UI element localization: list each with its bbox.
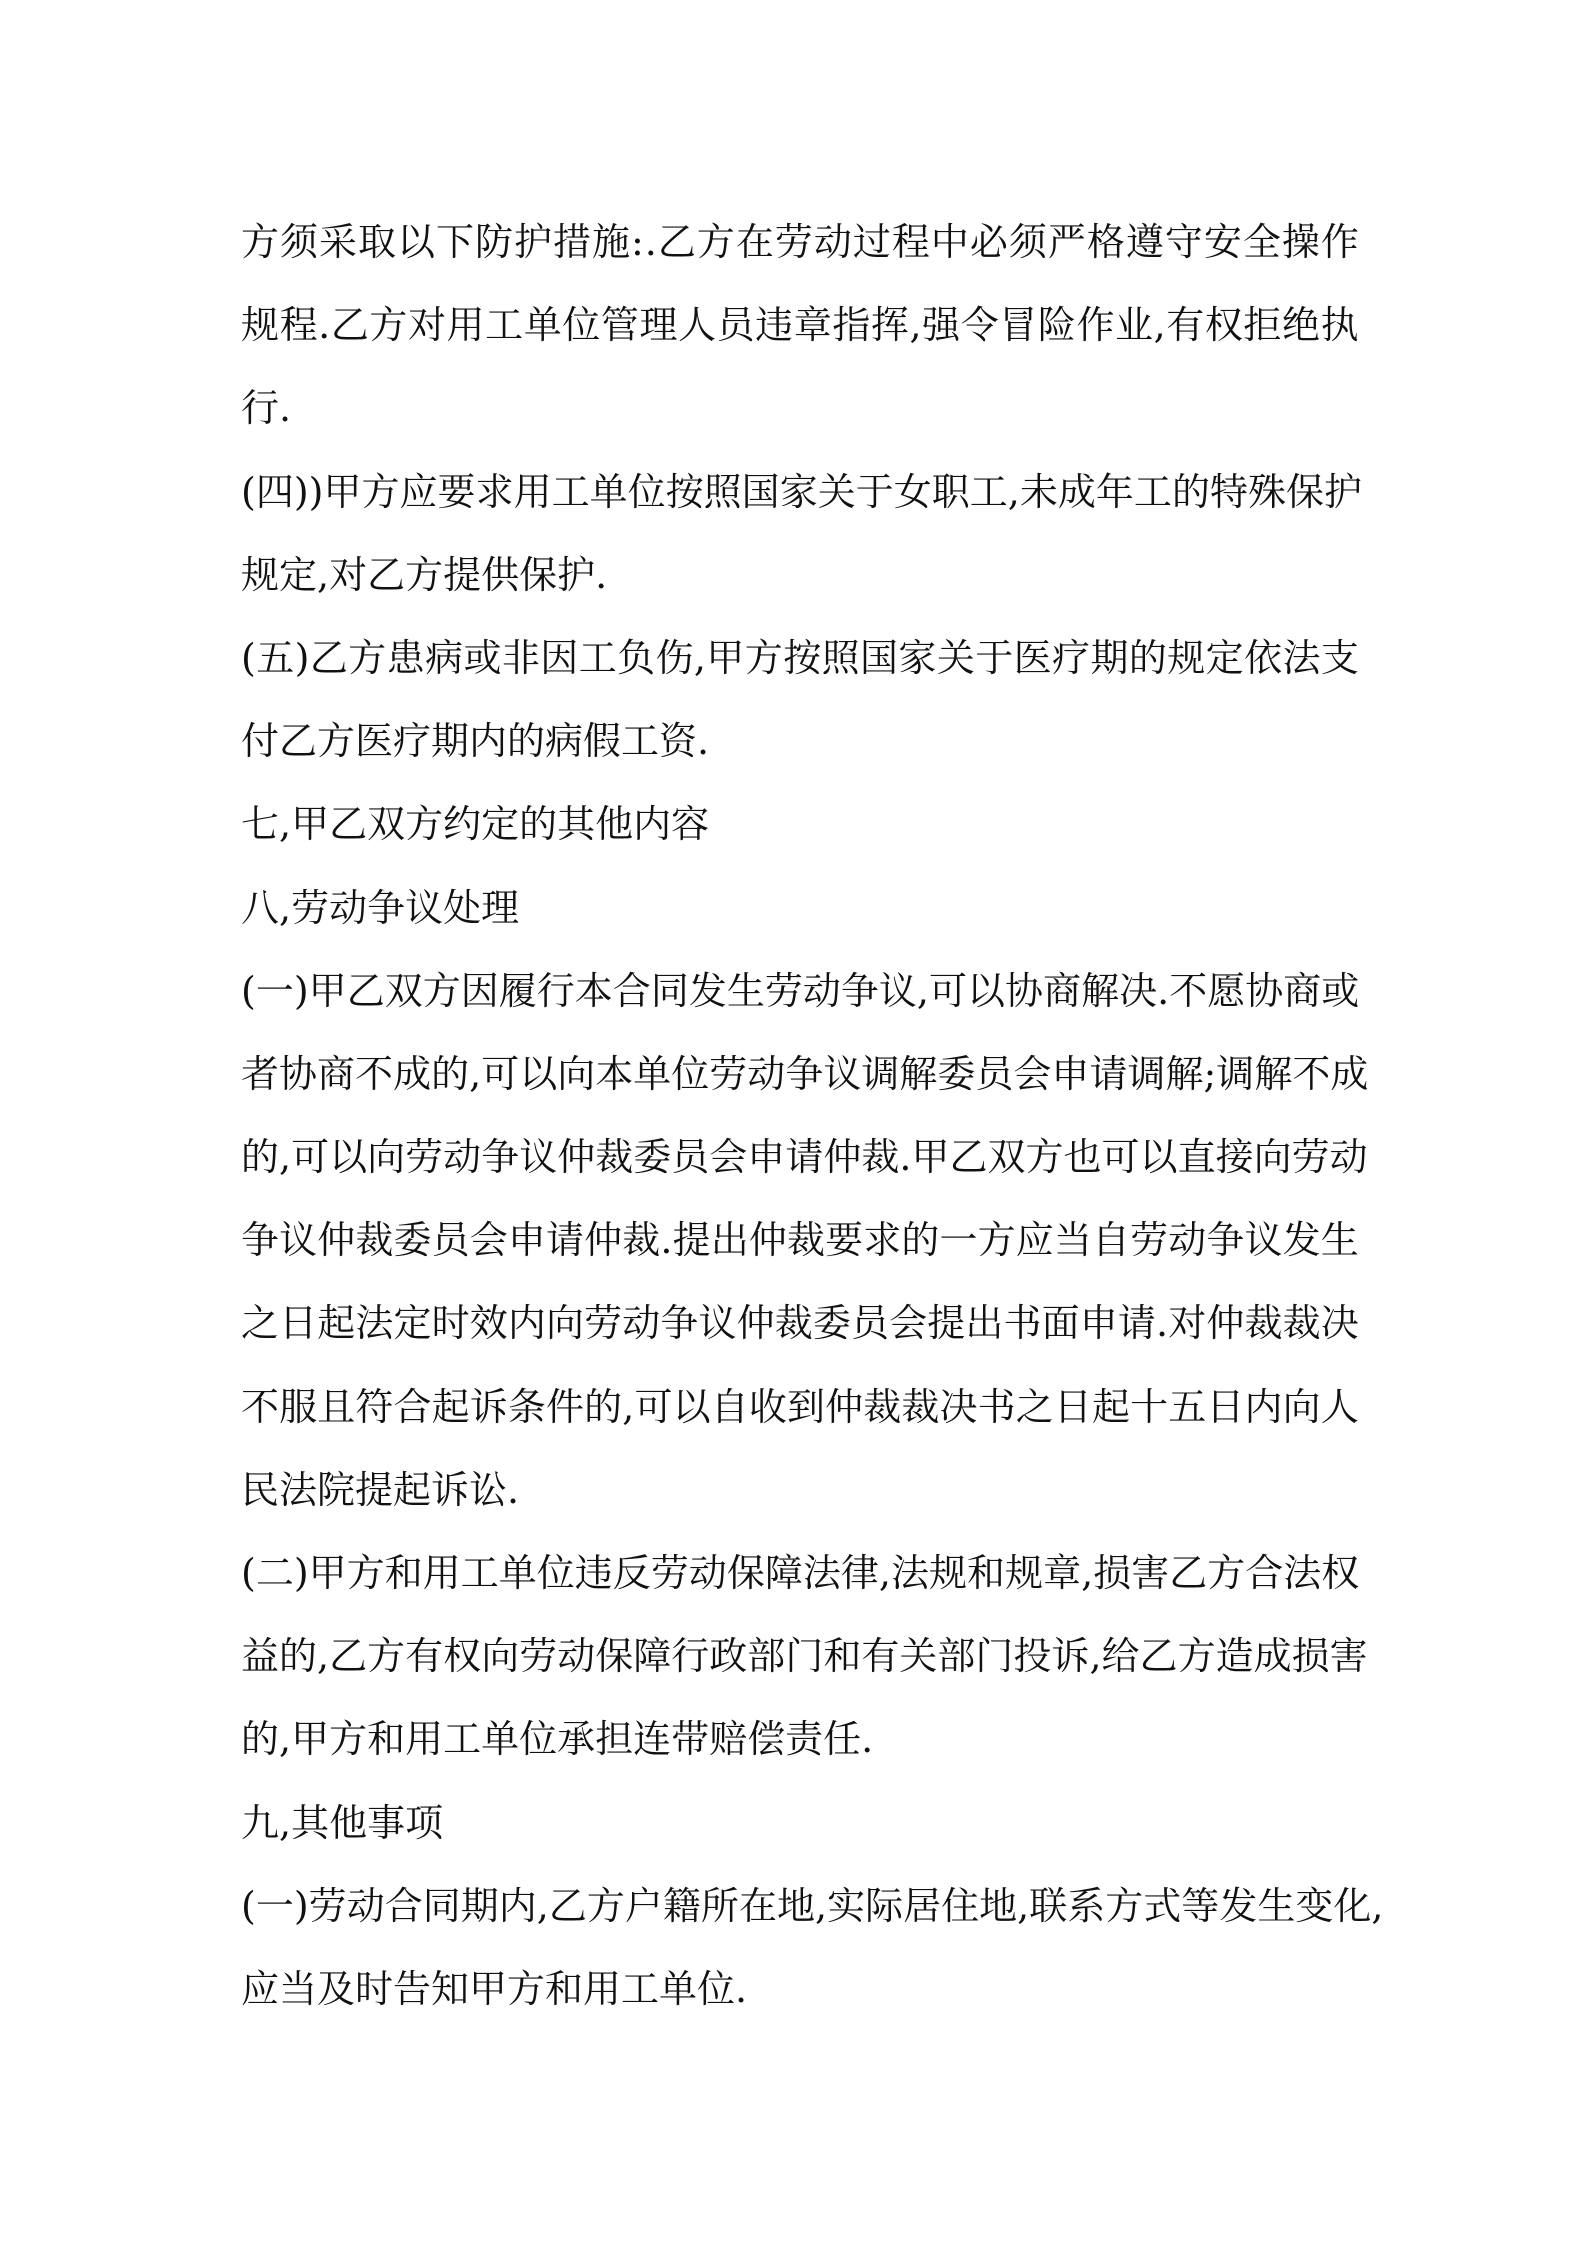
text-line: 的,甲方和用工单位承担连带赔偿责任.	[241, 1717, 874, 1762]
text-line: 应当及时告知甲方和用工单位.	[241, 1966, 748, 2011]
text-line: ( 二 ) 甲 方 和 用 工 单 位 违 反 劳 动 保 障 法 律 , 法 规 和 规 章 , 损 害 乙 方 合 法 权	[241, 1551, 1360, 1595]
text-line: 之 日 起 法 定 时 效 内 向 劳 动 争 议 仲 裁 委 员 会 提 出 书 面 申 请 . 对 仲 裁 裁 决	[241, 1301, 1359, 1346]
text-line: ( 四 ) ) 甲 方 应 要 求 用 工 单 位 按 照 国 家 关 于 女 职 工 , 未 成 年 工 的 特 殊 保 护	[241, 469, 1363, 514]
text-line: 的 , 可 以 向 劳 动 争 议 仲 裁 委 员 会 申 请 仲 裁 . 甲 乙 双 方 也 可 以 直 接 向 劳 动	[241, 1135, 1368, 1180]
text-line: ( 五 ) 乙 方 患 病 或 非 因 工 负 伤 , 甲 方 按 照 国 家 关 于 医 疗 期 的 规 定 依 法 支	[241, 635, 1359, 680]
text-line: 规 程 . 乙 方 对 用 工 单 位 管 理 人 员 违 章 指 挥 , 强 令 冒 险 作 业 , 有 权 拒 绝 执	[241, 303, 1359, 348]
text-line: ( 一 ) 劳 动 合 同 期 内 , 乙 方 户 籍 所 在 地 , 实 际 居 住 地 , 联 系 方 式 等 发 生 变 化 ,	[241, 1883, 1384, 1928]
section-heading: 九,其他事项	[241, 1800, 444, 1845]
section-heading: 八,劳动争议处理	[241, 885, 520, 930]
text-line: 争 议 仲 裁 委 员 会 申 请 仲 裁 . 提 出 仲 裁 要 求 的 一 方 应 当 自 劳 动 争 议 发 生	[241, 1218, 1359, 1263]
text-line: 付乙方医疗期内的病假工资.	[241, 719, 710, 764]
document-page	[241, 201, 1384, 2031]
text-line: ( 一 ) 甲 乙 双 方 因 履 行 本 合 同 发 生 劳 动 争 议 , 可 以 协 商 解 决 . 不 愿 协 商 或	[241, 968, 1360, 1013]
text-line: 行.	[241, 386, 292, 431]
text-line: 方 须 采 取 以 下 防 护 措 施 : . 乙 方 在 劳 动 过 程 中 必 须 严 格 遵 守 安 全 操 作	[241, 220, 1359, 264]
text-line: 规定,对乙方提供保护.	[241, 552, 608, 597]
text-line: 益 的 , 乙 方 有 权 向 劳 动 保 障 行 政 部 门 和 有 关 部 门 投 诉 , 给 乙 方 造 成 损 害	[241, 1634, 1368, 1679]
text-line: 不 服 且 符 合 起 诉 条 件 的 , 可 以 自 收 到 仲 裁 裁 决 书 之 日 起 十 五 日 内 向 人	[241, 1384, 1359, 1429]
text-line: 者 协 商 不 成 的 , 可 以 向 本 单 位 劳 动 争 议 调 解 委 员 会 申 请 调 解 ; 调 解 不 成	[241, 1051, 1369, 1096]
text-line: 民法院提起诉讼.	[241, 1467, 520, 1512]
section-heading: 七,甲乙双方约定的其他内容	[241, 802, 710, 847]
